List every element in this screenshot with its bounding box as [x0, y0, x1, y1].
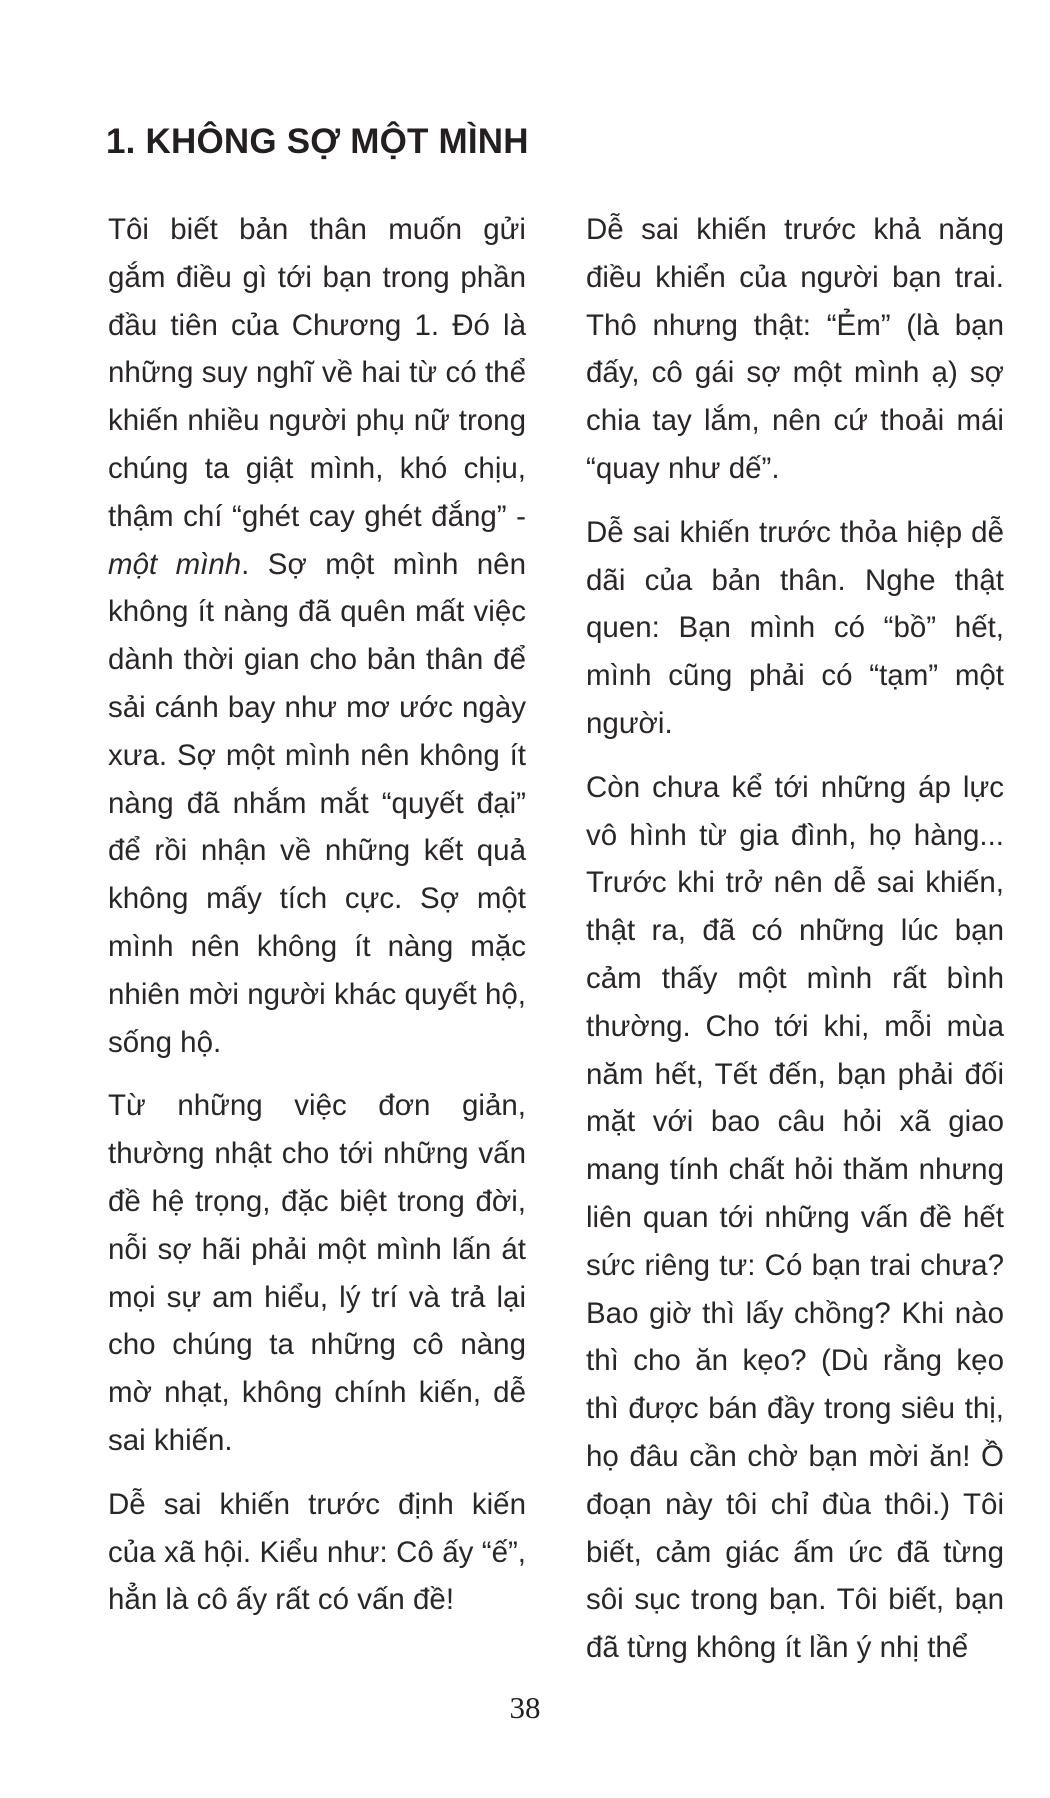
- paragraph-text: Tôi biết bản thân muốn gửi gắm điều gì tới bạn trong phần đầu tiên của Chương 1. Đó là những suy nghĩ về hai từ có thể khiến nhiều người phụ nữ trong chúng ta giật mình, khó chịu, thậm chí “ghét cay ghét đắng” -: [108, 213, 526, 533]
- paragraph: Từ những việc đơn giản, thường nhật cho tới những vấn đề hệ trọng, đặc biệt trong đời, nỗi sợ hãi phải một mình lấn át mọi sự am hiểu, lý trí và trả lại cho chúng ta những cô nàng mờ nhạt, không chính kiến, dễ sai khiến.: [108, 1089, 526, 1457]
- page-number: 38: [509, 1690, 541, 1725]
- italic-phrase: một mình: [108, 547, 242, 581]
- paragraph: [108, 206, 526, 1066]
- paragraph: Dễ sai khiến trước định kiến của xã hội. Kiểu như: Cô ấy “ế”, hẳn là cô ấy rất có vấn đề!: [108, 1487, 526, 1617]
- paragraph: Dễ sai khiến trước thỏa hiệp dễ dãi của bản thân. Nghe thật quen: Bạn mình có “bồ” hết, mình cũng phải có “tạm” một người.: [586, 515, 1004, 740]
- paragraph: Còn chưa kể tới những áp lực vô hình từ gia đình, họ hàng... Trước khi trở nên dễ sai khiến, thật ra, đã có những lúc bạn cảm thấy một mình rất bình thường. Cho tới khi, mỗi mùa năm hết, Tết đến, bạn phải đối mặt với bao câu hỏi xã giao mang tính chất hỏi thăm nhưng liên quan tới những vấn đề hết sức riêng tư: Có bạn trai chưa? Bao giờ thì lấy chồng? Khi nào thì cho ăn kẹo? (Dù rằng kẹo thì được bán đầy trong siêu thị, họ đâu cần chờ bạn mời ăn! Ồ đoạn này tôi chỉ đùa thôi.) Tôi biết, cảm giác ấm ức đã từng sôi sục trong bạn. Tôi biết, bạn đã từng không ít lần ý nhị thể: [586, 770, 1004, 1665]
- section-heading: 1. KHÔNG SỢ MỘT MÌNH: [106, 122, 529, 161]
- paragraph-text: . Sợ một mình nên không ít nàng đã quên mất việc dành thời gian cho bản thân để sải cánh bay như mơ ước ngày xưa. Sợ một mình nên không ít nàng đã nhắm mắt “quyết đại” để rồi nhận về những kết quả không mấy tích cực. Sợ một mình nên không ít nàng mặc nhiên mời người khác quyết hộ, sống hộ.: [108, 547, 526, 1059]
- paragraph: Dễ sai khiến trước khả năng điều khiển của người bạn trai. Thô nhưng thật: “Ẻm” (là bạn đấy, cô gái sợ một mình ạ) sợ chia tay lắm, nên cứ thoải mái “quay như dế”.: [586, 213, 1004, 485]
- right-column: [586, 206, 1004, 1688]
- left-column: [108, 206, 526, 1640]
